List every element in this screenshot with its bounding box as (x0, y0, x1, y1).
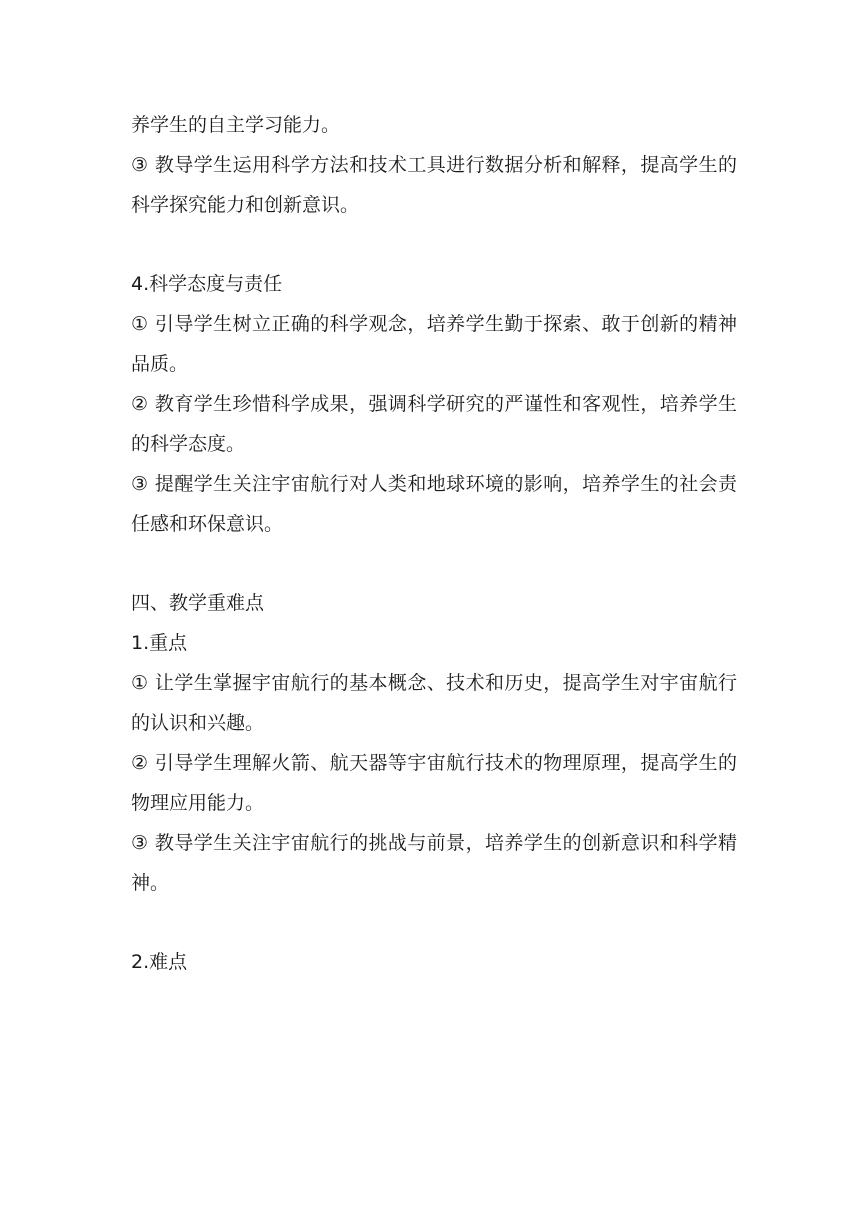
subsection-heading-key-points: 1.重点 (131, 632, 188, 654)
section-heading-scientific-attitude: 4.科学态度与责任 (131, 273, 283, 295)
paragraph-continuation: 养学生的自主学习能力。 (131, 114, 341, 136)
paragraph-key-point-2: ② 引导学生理解火箭、航天器等宇宙航行技术的物理原理，提高学生的物理应用能力。 (131, 752, 737, 814)
document-body (131, 105, 737, 982)
paragraph-item-3-social-responsibility: ③ 提醒学生关注宇宙航行对人类和地球环境的影响，培养学生的社会责任感和环保意识。 (131, 473, 737, 535)
paragraph-gap (131, 903, 737, 942)
paragraph-item-2-cherish-results: ② 教育学生珍惜科学成果，强调科学研究的严谨性和客观性，培养学生的科学态度。 (131, 393, 737, 455)
paragraph-item-3-data-analysis: ③ 教导学生运用科学方法和技术工具进行数据分析和解释，提高学生的科学探究能力和创新意识。 (131, 154, 737, 216)
subsection-heading-difficult-points: 2.难点 (131, 951, 188, 973)
paragraph-gap (131, 225, 737, 264)
section-heading-key-difficult-points: 四、教学重难点 (131, 592, 265, 614)
paragraph-gap (131, 544, 737, 583)
paragraph-key-point-3: ③ 教导学生关注宇宙航行的挑战与前景，培养学生的创新意识和科学精神。 (131, 832, 737, 894)
paragraph-item-1-scientific-view: ① 引导学生树立正确的科学观念，培养学生勤于探索、敢于创新的精神品质。 (131, 313, 737, 375)
paragraph-key-point-1: ① 让学生掌握宇宙航行的基本概念、技术和历史，提高学生对宇宙航行的认识和兴趣。 (131, 672, 737, 734)
